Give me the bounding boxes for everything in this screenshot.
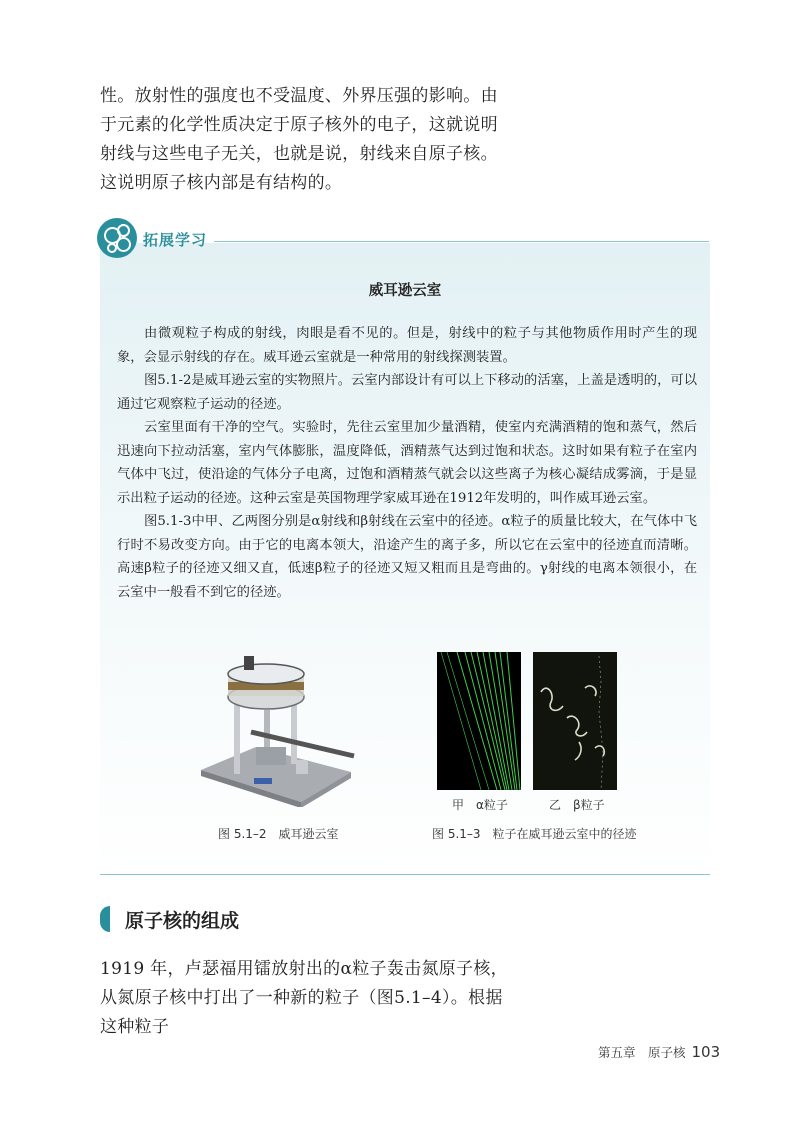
- section-body: [100, 955, 510, 1042]
- intro-text: 性。放射性的强度也不受温度、外界压强的影响。由于元素的化学性质决定于原子核外的电子，这就说明射线与这些电子无关，也就是说，射线来自原子核。这说明原子核内部是有结构的。: [100, 86, 498, 193]
- section-marker: [100, 906, 110, 932]
- extension-label: 拓展学习: [143, 231, 208, 249]
- cloud-chamber-photo: [196, 652, 356, 807]
- section-text: 1919 年，卢瑟福用镭放射出的α粒子轰击氮原子核，从氮原子核中打出了一种新的粒子（图5.1–4）。根据这种粒子: [100, 959, 508, 1037]
- box-paragraph: 云室里面有干净的空气。实验时，先往云室里加少量酒精，使室内充满酒精的饱和蒸气，然后迅速向下拉动活塞，室内气体膨胀，温度降低，酒精蒸气达到过饱和状态。这时如果有粒子在室内气体中飞过，使沿途的气体分子电离，过饱和酒精蒸气就会以这些离子为核心凝结成雾滴，于是显示出粒子运动的径迹。这种云室是英国物理学家威耳逊在1912年发明的，叫作威耳逊云室。: [117, 420, 697, 506]
- page-number: 103: [691, 1043, 721, 1061]
- extension-rule: [214, 241, 709, 242]
- box-paragraph: 由微观粒子构成的射线，肉眼是看不见的。但是，射线中的粒子与其他物质作用时产生的现象，会显示射线的存在。威耳逊云室就是一种常用的射线探测装置。: [117, 326, 697, 365]
- page-footer: [598, 1043, 720, 1061]
- box-paragraph: 图5.1-3中甲、乙两图分别是α射线和β射线在云室中的径迹。α粒子的质量比较大，在气体中飞行时不易改变方向。由于它的电离本领大，沿途产生的离子多，所以它在云室中的径迹直而清晰。高速β粒子的径迹又细又直，低速β粒子的径迹又短又粗而且是弯曲的。γ射线的电离本领很小，在云室中一般看不到它的径迹。: [117, 514, 697, 600]
- beta-track-photo: [533, 652, 617, 790]
- intro-paragraph: [100, 82, 510, 198]
- section-title: 原子核的组成: [125, 910, 240, 932]
- chapter-label: 第五章 原子核: [598, 1045, 686, 1060]
- extension-bottom-rule: [100, 874, 710, 875]
- box-title: 威耳逊云室: [368, 283, 442, 299]
- beta-label: 乙 β粒子: [549, 798, 605, 812]
- box-paragraph: 图5.1-2是威耳逊云室的实物照片。云室内部设计有可以上下移动的活塞，上盖是透明的，可以通过它观察粒子运动的径迹。: [117, 373, 697, 412]
- figure-caption-left: 图 5.1–2 威耳逊云室: [218, 827, 339, 841]
- figure-caption-right: 图 5.1–3 粒子在威耳逊云室中的径迹: [432, 827, 637, 841]
- box-body: [117, 322, 697, 604]
- alpha-label: 甲 α粒子: [452, 798, 508, 812]
- alpha-track-photo: [437, 652, 521, 790]
- atom-icon: [97, 218, 137, 258]
